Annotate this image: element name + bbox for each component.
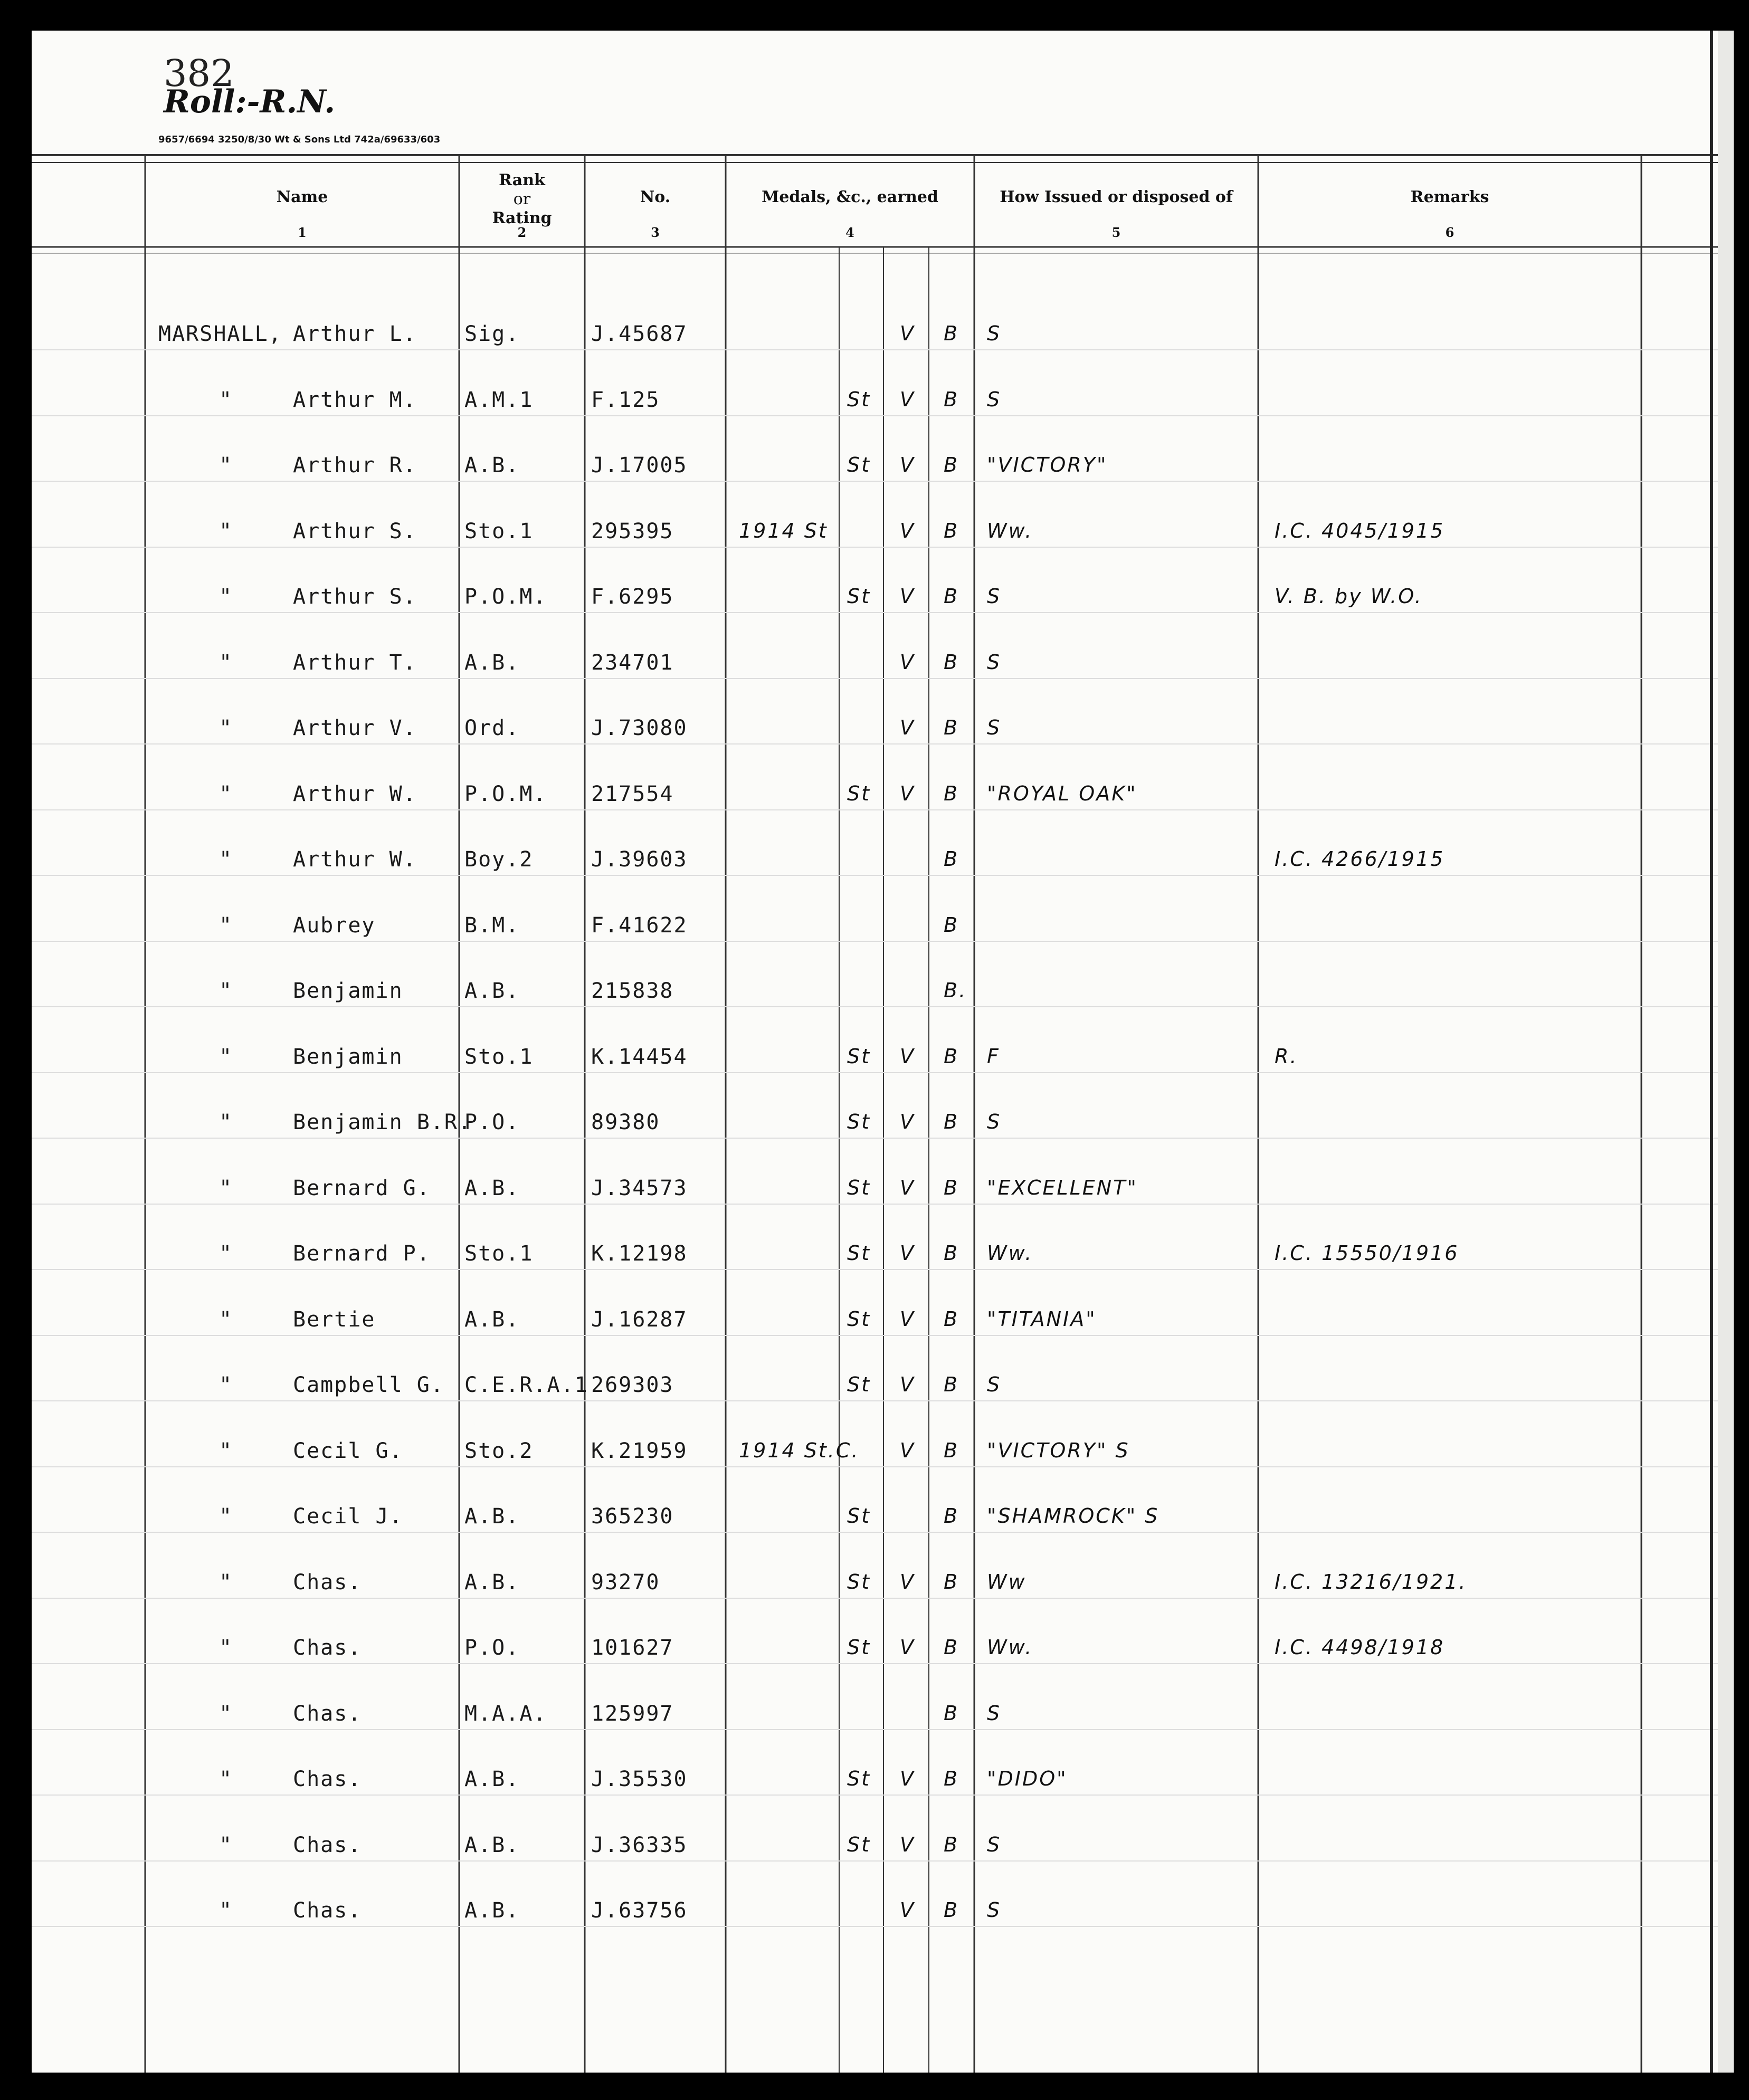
entry-british-mark: B [944,1307,959,1331]
entry-victory-mark: V [900,716,915,739]
entry-british-mark: B [944,1767,959,1790]
row-rule [32,1663,1718,1664]
entry-service-number: J.63756 [591,1898,688,1923]
entry-surname: " [219,1307,233,1332]
row-rule [32,1204,1718,1205]
entry-surname: " [219,650,233,675]
entry-star-mark: St [847,1570,871,1593]
entry-remarks: I.C. 15550/1916 [1275,1242,1459,1265]
entry-british-mark: B [944,1438,959,1462]
entry-service-number: K.14454 [591,1044,688,1069]
entry-victory-mark: V [900,519,915,542]
entry-rank: P.O. [464,1110,520,1134]
entry-british-mark: B [944,1701,959,1725]
entry-forename: Chas. [293,1767,362,1791]
col-rank-number: 2 [517,225,527,240]
entry-rank: A.B. [464,1767,520,1791]
entry-surname: " [219,1110,233,1134]
entry-surname: " [219,453,233,478]
entry-surname: " [219,1176,233,1200]
entry-remarks: I.C. 4266/1915 [1275,847,1445,871]
entry-service-number: 125997 [591,1701,674,1726]
entry-surname: " [219,1570,233,1595]
entry-british-mark: B [944,1832,959,1856]
row-rule [32,1860,1718,1862]
entry-service-number: K.12198 [591,1242,688,1266]
entry-how-issued: S [987,1832,1002,1856]
entry-how-issued: "VICTORY" [987,453,1108,476]
entry-rank: Sto.1 [464,1242,534,1266]
row-rule [32,1466,1718,1467]
entry-remarks: I.C. 13216/1921. [1275,1570,1467,1593]
entry-surname: " [219,716,233,740]
col-issued-header: How Issued or disposed of [1000,188,1233,206]
entry-british-mark: B [944,1242,959,1265]
entry-remarks: V. B. by W.O. [1275,585,1423,608]
entry-service-number: 234701 [591,650,674,675]
entry-british-mark: B [944,847,959,871]
entry-victory-mark: V [900,1570,915,1593]
entry-how-issued: Ww. [987,519,1033,542]
entry-victory-mark: V [900,1307,915,1331]
page-edge [1710,31,1713,2073]
entry-surname: " [219,781,233,806]
entry-star-medal: 1914 St.C. [739,1438,860,1462]
entry-service-number: 93270 [591,1570,660,1595]
form-code: 9657/6694 3250/8/30 Wt & Sons Ltd 742a/69633/603 [158,134,441,145]
entry-forename: Bernard G. [293,1176,431,1200]
entry-forename: Aubrey [293,913,376,938]
entry-how-issued: S [987,1110,1002,1133]
entry-remarks: I.C. 4498/1918 [1275,1636,1445,1659]
entry-rank: P.O.M. [464,585,547,609]
entry-how-issued: S [987,387,1002,411]
entry-service-number: J.36335 [591,1832,688,1857]
entry-rank: A.B. [464,1570,520,1595]
row-rule [32,415,1718,416]
entry-british-mark: B [944,913,959,937]
row-rule [32,1794,1718,1796]
entry-victory-mark: V [900,650,915,674]
entry-surname: " [219,519,233,543]
entry-forename: Chas. [293,1570,362,1595]
entry-how-issued: Ww [987,1570,1026,1593]
entry-service-number: F.41622 [591,913,688,938]
entry-how-issued: "TITANIA" [987,1307,1097,1331]
entry-forename: Arthur S. [293,585,417,609]
entry-british-mark: B [944,1110,959,1133]
entry-forename: Arthur L. [293,322,417,346]
row-rule [32,743,1718,744]
entry-star-mark: St [847,1504,871,1528]
entry-british-mark: B [944,519,959,542]
entry-star-mark: St [847,585,871,608]
entry-rank: M.A.A. [464,1701,547,1726]
entry-star-mark: St [847,1832,871,1856]
entry-forename: Bertie [293,1307,376,1332]
entry-british-mark: B [944,1176,959,1199]
row-rule [32,1006,1718,1007]
entry-british-mark: B [944,1504,959,1528]
entry-service-number: K.21959 [591,1438,688,1463]
entry-star-mark: St [847,1176,871,1199]
entry-service-number: J.17005 [591,453,688,478]
row-rule [32,1532,1718,1533]
entry-victory-mark: V [900,1176,915,1199]
entry-british-mark: B [944,1636,959,1659]
entry-star-mark: St [847,1767,871,1790]
entry-forename: Arthur V. [293,716,417,740]
entry-british-mark: B [944,585,959,608]
entry-service-number: 365230 [591,1504,674,1529]
row-rule [32,1729,1718,1730]
entry-rank: P.O.M. [464,781,547,806]
col-remarks-number: 6 [1445,225,1455,240]
entry-surname: " [219,1701,233,1726]
entry-how-issued: S [987,1373,1002,1396]
entry-star-mark: St [847,1307,871,1331]
entry-forename: Benjamin [293,1044,403,1069]
entry-surname: " [219,1373,233,1397]
entry-rank: Sto.1 [464,1044,534,1069]
entry-british-mark: B [944,781,959,805]
entry-rank: A.M.1 [464,387,534,412]
entry-surname: " [219,585,233,609]
entry-rank: A.B. [464,1307,520,1332]
entry-service-number: J.35530 [591,1767,688,1791]
entry-how-issued: S [987,650,1002,674]
entry-forename: Arthur S. [293,519,417,543]
entry-forename: Campbell G. [293,1373,444,1397]
row-rule [32,1598,1718,1599]
entry-victory-mark: V [900,585,915,608]
entry-service-number: 217554 [591,781,674,806]
ruled-lines [32,31,1718,2073]
row-rule [32,547,1718,548]
entry-victory-mark: V [900,453,915,476]
entry-surname: " [219,1898,233,1923]
entry-victory-mark: V [900,1373,915,1396]
col-name-number: 1 [298,225,307,240]
col-medals-number: 4 [845,225,854,240]
entry-victory-mark: V [900,1832,915,1856]
entry-service-number: 269303 [591,1373,674,1397]
row-rule [32,941,1718,942]
entry-service-number: J.73080 [591,716,688,740]
entry-forename: Arthur T. [293,650,417,675]
entry-rank: A.B. [464,979,520,1003]
col-issued-number: 5 [1111,225,1121,240]
page-number: 382 [164,52,234,95]
row-rule [32,1400,1718,1401]
row-rule [32,1926,1718,1927]
entry-star-mark: St [847,387,871,411]
entry-rank: Sto.2 [464,1438,534,1463]
row-rule [32,1072,1718,1073]
entry-star-medal: 1914 St [739,519,828,542]
row-rule [32,1138,1718,1139]
entry-service-number: J.34573 [591,1176,688,1200]
col-no-header: No. [640,188,671,206]
entry-rank: P.O. [464,1636,520,1660]
entry-rank: Sto.1 [464,519,534,543]
entry-victory-mark: V [900,781,915,805]
entry-surname: MARSHALL, [158,322,282,346]
entry-rank: Sig. [464,322,520,346]
entry-rank: A.B. [464,650,520,675]
entry-how-issued: S [987,716,1002,739]
row-rule [32,1269,1718,1270]
entry-how-issued: F [987,1044,1000,1068]
entry-forename: Cecil G. [293,1438,403,1463]
entry-rank: A.B. [464,1504,520,1529]
entry-star-mark: St [847,453,871,476]
entry-star-mark: St [847,781,871,805]
entry-rank: Ord. [464,716,520,740]
entry-forename: Benjamin [293,979,403,1003]
entry-remarks: R. [1275,1044,1298,1068]
entry-british-mark: B [944,716,959,739]
entry-how-issued: "VICTORY" S [987,1438,1130,1462]
entry-service-number: 295395 [591,519,674,543]
entry-victory-mark: V [900,1636,915,1659]
row-rule [32,612,1718,613]
entry-surname: " [219,913,233,938]
entry-forename: Arthur W. [293,781,417,806]
col-no-number: 3 [651,225,660,240]
page-margin-strip [1718,31,1734,2073]
entry-service-number: F.6295 [591,585,674,609]
col-name-header: Name [276,188,328,206]
entry-victory-mark: V [900,322,915,345]
entry-british-mark: B [944,1373,959,1396]
entry-service-number: 215838 [591,979,674,1003]
entry-british-mark: B [944,387,959,411]
entry-british-mark: B [944,322,959,345]
entry-victory-mark: V [900,1438,915,1462]
entry-star-mark: St [847,1110,871,1133]
entry-forename: Bernard P. [293,1242,431,1266]
col-medals-header: Medals, &c., earned [762,188,938,206]
entry-british-mark: B [944,453,959,476]
entry-how-issued: Ww. [987,1636,1033,1659]
entry-victory-mark: V [900,387,915,411]
roll-page [32,31,1718,2073]
entry-how-issued: "EXCELLENT" [987,1176,1138,1199]
entry-victory-mark: V [900,1110,915,1133]
row-rule [32,875,1718,876]
entry-service-number: J.16287 [591,1307,688,1332]
entry-service-number: 89380 [591,1110,660,1134]
entry-british-mark: B [944,650,959,674]
row-rule [32,481,1718,482]
entry-victory-mark: V [900,1767,915,1790]
entry-forename: Chas. [293,1701,362,1726]
entry-forename: Arthur R. [293,453,417,478]
entry-victory-mark: V [900,1044,915,1068]
entry-how-issued: "DIDO" [987,1767,1068,1790]
entry-surname: " [219,387,233,412]
entry-how-issued: S [987,585,1002,608]
row-rule [32,809,1718,810]
entry-forename: Chas. [293,1898,362,1923]
entry-surname: " [219,1044,233,1069]
entry-star-mark: St [847,1044,871,1068]
col-rank-header: Rank or Rating [492,171,552,227]
entry-british-mark: B [944,1044,959,1068]
entry-star-mark: St [847,1242,871,1265]
entry-forename: Benjamin B.R. [293,1110,472,1134]
entry-rank: C.E.R.A.1 [464,1373,588,1397]
col-remarks-header: Remarks [1410,188,1489,206]
entry-how-issued: Ww. [987,1242,1033,1265]
row-rule [32,678,1718,679]
entry-surname: " [219,1438,233,1463]
row-rule [32,1335,1718,1336]
entry-surname: " [219,979,233,1003]
entry-rank: B.M. [464,913,520,938]
row-rule [32,349,1718,350]
entry-surname: " [219,1636,233,1660]
entry-british-mark: B [944,1898,959,1922]
entry-forename: Arthur M. [293,387,417,412]
entry-surname: " [219,1767,233,1791]
entry-rank: Boy.2 [464,847,534,872]
entry-how-issued: S [987,1898,1002,1922]
entry-forename: Cecil J. [293,1504,403,1529]
entry-surname: " [219,1832,233,1857]
entry-surname: " [219,1504,233,1529]
roll-title: Roll:-R.N. [164,83,336,120]
entry-rank: A.B. [464,1176,520,1200]
entry-surname: " [219,1242,233,1266]
entry-service-number: J.39603 [591,847,688,872]
entry-forename: Chas. [293,1636,362,1660]
entry-victory-mark: V [900,1898,915,1922]
entry-star-mark: St [847,1373,871,1396]
entry-how-issued: S [987,322,1002,345]
entry-forename: Chas. [293,1832,362,1857]
entry-surname: " [219,847,233,872]
entry-how-issued: "SHAMROCK" S [987,1504,1159,1528]
entry-british-mark: B [944,1570,959,1593]
entry-service-number: 101627 [591,1636,674,1660]
entry-victory-mark: V [900,1242,915,1265]
entry-star-mark: St [847,1636,871,1659]
entry-rank: A.B. [464,1832,520,1857]
entry-service-number: J.45687 [591,322,688,346]
entry-how-issued: S [987,1701,1002,1725]
entry-how-issued: "ROYAL OAK" [987,781,1137,805]
entry-rank: A.B. [464,453,520,478]
entry-service-number: F.125 [591,387,660,412]
entry-rank: A.B. [464,1898,520,1923]
entry-forename: Arthur W. [293,847,417,872]
entry-british-mark: B. [944,979,967,1002]
entry-remarks: I.C. 4045/1915 [1275,519,1445,542]
